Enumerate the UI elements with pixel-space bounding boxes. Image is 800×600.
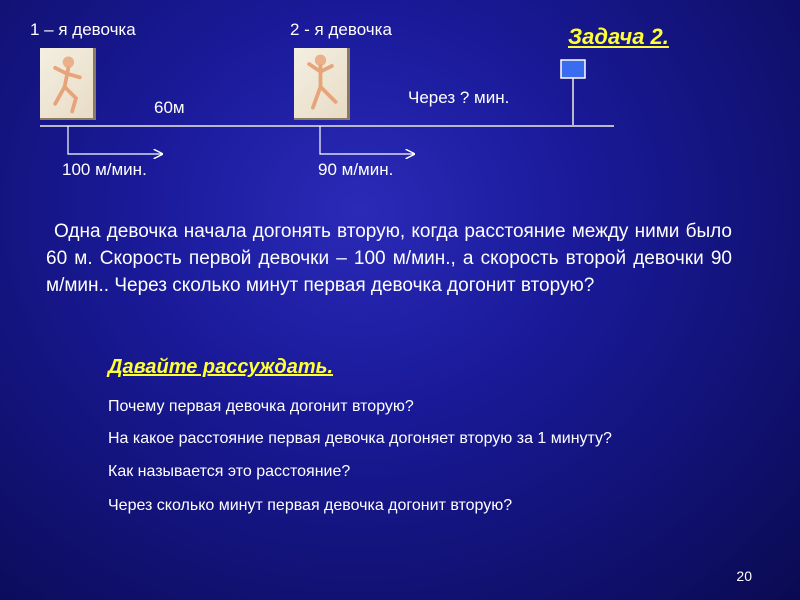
speed2-arrow xyxy=(320,126,414,154)
time-label: Через ? мин. xyxy=(408,88,510,107)
question-4: Через сколько минут первая девочка догонит вторую? xyxy=(108,497,513,514)
distance-label: 60м xyxy=(154,98,185,117)
girl1-label: 1 – я девочка xyxy=(30,20,136,39)
question-3: Как называется это расстояние? xyxy=(108,463,351,480)
girl2-label: 2 - я девочка xyxy=(290,20,392,39)
discussion-heading: Давайте рассуждать. xyxy=(108,356,334,378)
speed1-arrow xyxy=(68,126,162,154)
task-title: Задача 2. xyxy=(568,24,669,49)
page-number: 20 xyxy=(736,568,752,584)
question-1: Почему первая девочка догонит вторую? xyxy=(108,398,414,415)
question-2: На какое расстояние первая девочка догоняет вторую за 1 минуту? xyxy=(108,430,612,447)
problem-text: Одна девочка начала догонять вторую, когда расстояние между ними было 60 м. Скорость первой девочки – 100 м/мин., а скорость второй девочки 90 м/мин.. Через сколько минут первая девочка догонит вторую? xyxy=(46,221,732,296)
flag-icon xyxy=(561,60,585,78)
speed1-label: 100 м/мин. xyxy=(62,160,147,179)
speed2-label: 90 м/мин. xyxy=(318,160,394,179)
